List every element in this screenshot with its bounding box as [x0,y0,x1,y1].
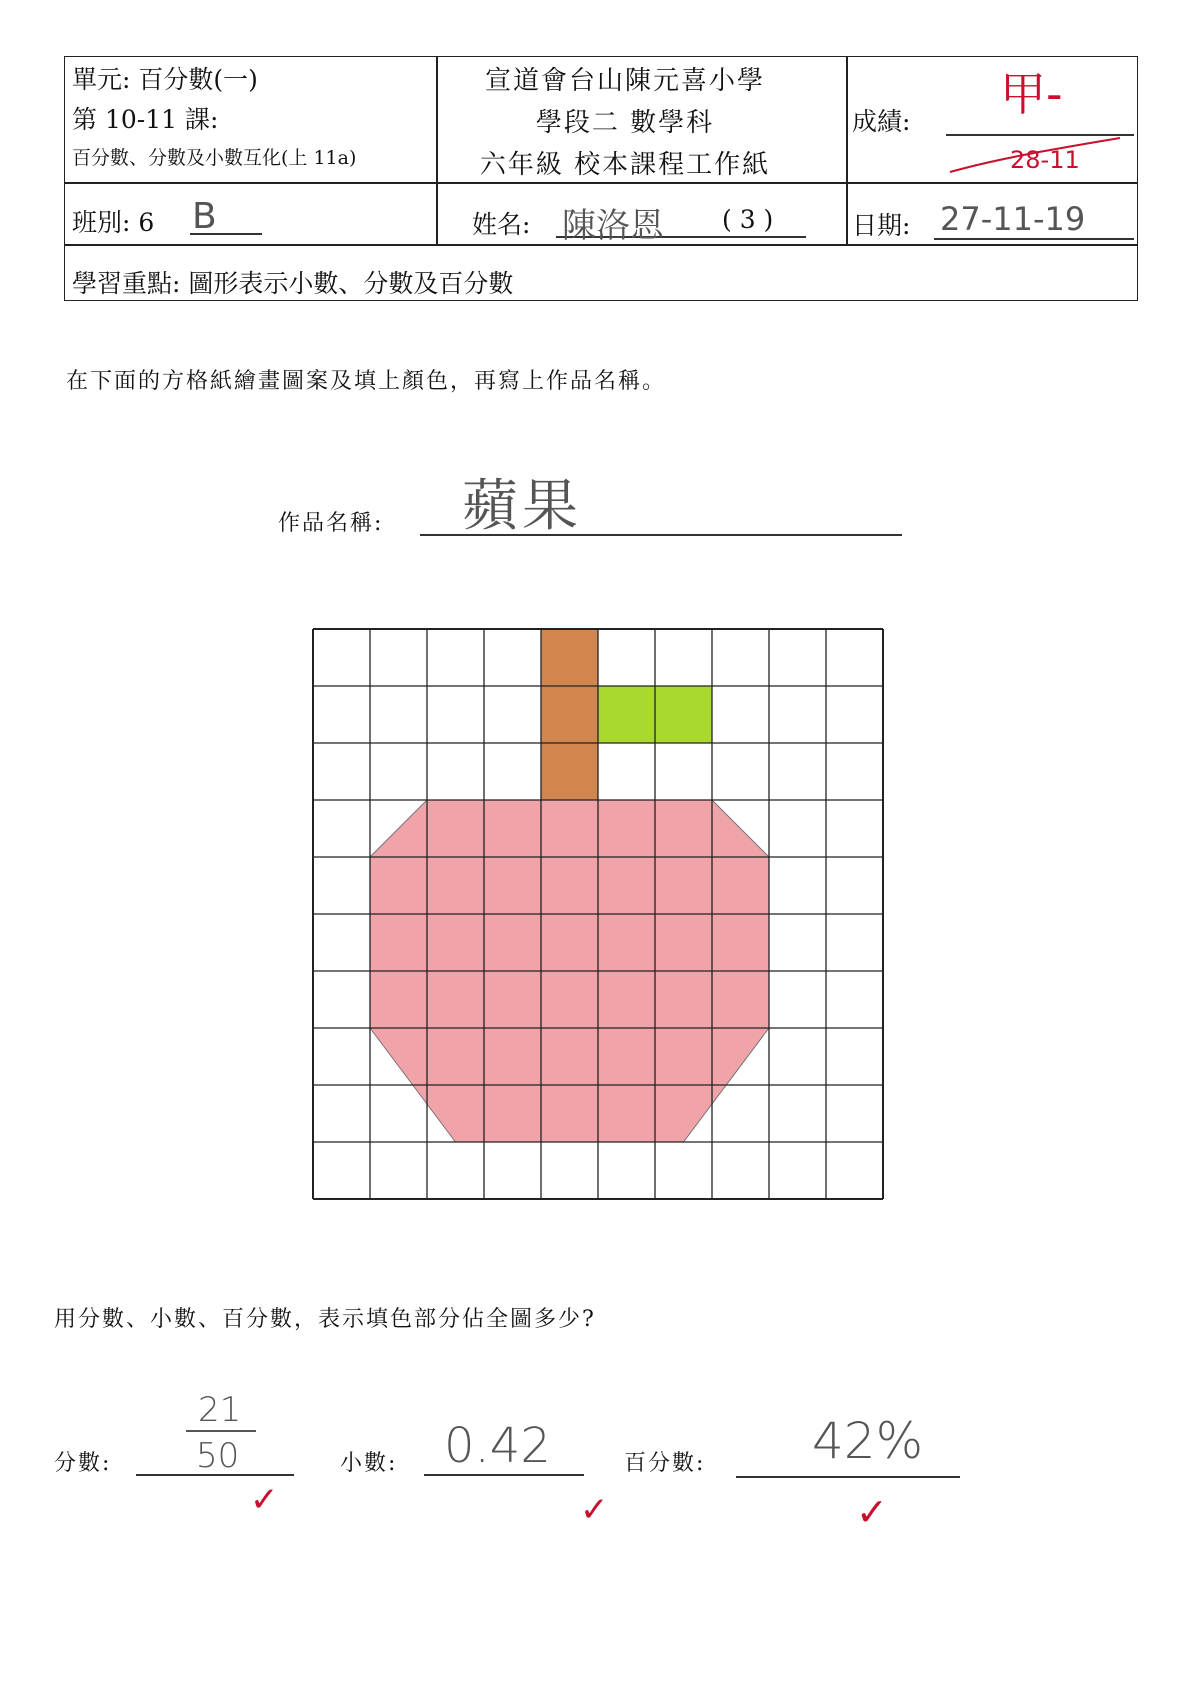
artwork-label: 作品名稱: [278,511,384,536]
grade-label: 成績: [852,107,911,136]
check-mark: ✓ [856,1490,888,1534]
date-label: 日期: [852,211,911,240]
subject-stage: 學段二 數學科 [535,108,715,138]
instruction-text: 在下面的方格紙繪畫圖案及填上顏色，再寫上作品名稱。 [66,369,667,394]
student-name: 陳洛恩 [562,206,664,246]
learning-focus: 學習重點: 圖形表示小數、分數及百分數 [72,269,514,298]
name-label: 姓名: [472,210,531,239]
apple-stem [541,629,598,800]
header-divider [846,56,848,244]
school-name: 宣道會台山陳元喜小學 [484,66,765,96]
decimal-label: 小數: [340,1451,398,1476]
unit-text: 單元: 百分數(一) [72,65,258,94]
artwork-title: 蘋果 [462,474,582,539]
class-value: B [192,196,217,237]
percent-underline [736,1476,960,1478]
fraction-bar [186,1430,256,1432]
fraction-denominator: 50 [196,1436,240,1476]
grade-date: 28-11 [1010,146,1080,174]
header-divider [64,182,1138,184]
date-value: 27-11-19 [940,200,1086,238]
check-mark: ✓ [250,1480,279,1520]
fraction-numerator: 21 [198,1390,242,1430]
check-mark: ✓ [580,1490,609,1530]
grade-slash-mark [940,120,1130,180]
square-grid [310,626,900,1216]
lesson-text: 第 10-11 課: [72,105,219,134]
lesson-topic-text: 百分數、分數及小數互化(上 11a) [72,147,357,169]
percent-label: 百分數: [624,1451,706,1476]
fraction-label: 分數: [54,1451,112,1476]
question-text: 用分數、小數、百分數，表示填色部分佔全圖多少? [54,1307,596,1332]
decimal-value: 0.42 [444,1418,551,1474]
date-underline [934,238,1134,240]
grade-value: 甲- [1000,67,1063,121]
student-number: ( 3 ) [722,205,774,234]
decimal-underline [424,1474,584,1476]
percent-value: 42% [812,1412,924,1470]
worksheet-title: 六年級 校本課程工作紙 [479,150,771,180]
class-label: 班別: 6 [72,208,155,237]
